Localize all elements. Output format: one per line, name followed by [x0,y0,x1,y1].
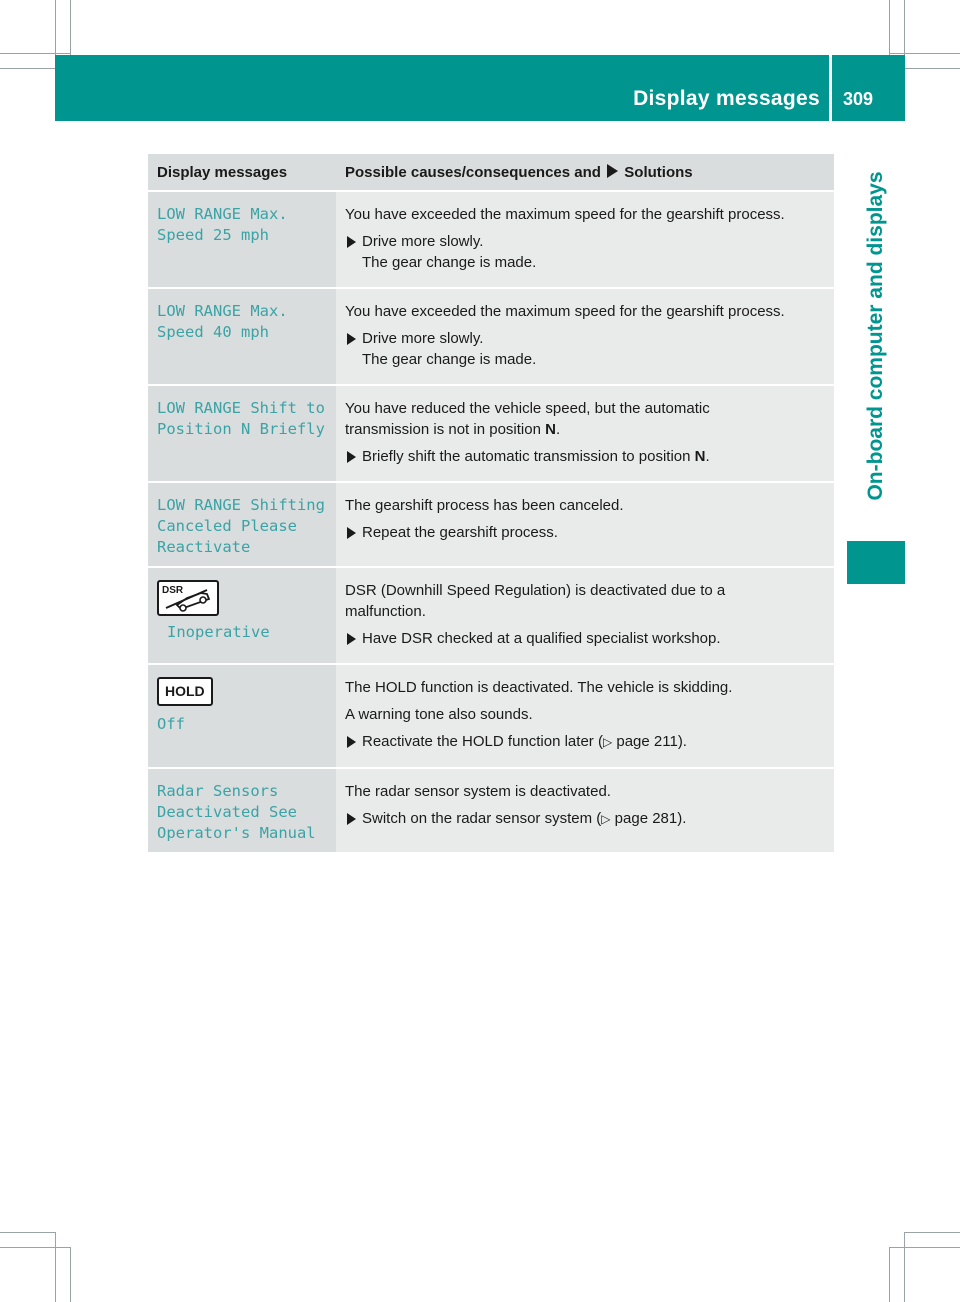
column-header-causes-text: Possible causes/consequences and [345,164,601,181]
cause-line: You have reduced the vehicle speed, but the automatic [345,400,710,417]
solution-cell [336,287,834,384]
column-header-display-messages: Display messages [148,154,336,190]
message-line: Operator's Manual [157,824,316,842]
crop-mark [889,1247,890,1302]
cause-text: A warning tone also sounds. [345,706,533,723]
message-line: Position N Briefly [157,420,325,438]
message-line: Inoperative [167,623,270,641]
table-row [148,767,834,852]
message-cell [148,190,336,287]
cause-line: DSR (Downhill Speed Regulation) is deactivated due to a [345,582,726,599]
page-reference-link[interactable]: page 281 [614,810,678,827]
step-text: Repeat the gearshift process. [362,524,558,541]
step-text: Have DSR checked at a qualified specialist workshop. [362,630,721,647]
cause-text: You have reduced the vehicle speed, but the automatic transmission is not in position N. [345,400,710,438]
table-row [148,566,834,663]
solution-arrow-icon [607,164,618,178]
dsr-icon-label: DSR [162,585,184,596]
display-messages-table [148,154,834,852]
crop-mark [0,1247,70,1248]
step-arrow-icon [347,236,356,248]
message-line: Off [157,715,185,733]
step-text: Reactivate the HOLD function later ( [362,733,603,750]
cause-text: You have exceeded the maximum speed for the gearshift process. [345,303,785,320]
message-line: Speed 25 mph [157,226,269,244]
crop-mark [890,53,960,54]
dsr-icon [157,580,219,616]
side-tab-marker [847,541,905,584]
step-result-text: The gear change is made. [362,254,537,271]
message-cell [148,384,336,481]
crop-mark [905,1232,960,1233]
cause-line: malfunction. [345,603,426,620]
message-cell [148,481,336,566]
position-label: N [545,421,556,438]
solution-step [345,231,826,273]
hold-icon: HOLD [157,677,213,706]
cause-text: The gearshift process has been canceled. [345,497,624,514]
step-arrow-icon [347,813,356,825]
cause-text [345,580,826,622]
solution-step [345,628,826,649]
cause-text: You have exceeded the maximum speed for the gearshift process. [345,206,785,223]
message-line: LOW RANGE Shift to [157,399,325,417]
solution-step [345,731,826,753]
message-cell [148,287,336,384]
crop-mark [0,1232,55,1233]
solution-cell [336,384,834,481]
solution-cell [336,663,834,767]
table-row [148,190,834,287]
table-header-row [148,154,834,190]
message-cell [148,663,336,767]
side-tab-label: On-board computer and displays [864,171,887,501]
solution-cell [336,767,834,852]
step-arrow-icon [347,451,356,463]
crop-mark [890,1247,960,1248]
step-arrow-icon [347,633,356,645]
header-divider [829,55,832,121]
page-number: 309 [843,89,874,109]
crop-mark [70,0,71,55]
step-text-end: ). [677,810,687,827]
column-header-solutions-text: Solutions [624,164,693,181]
cause-line: transmission is not in position [345,421,541,438]
table-row [148,287,834,384]
step-text: Drive more slowly. [362,233,484,250]
message-line: Deactivated See [157,803,297,821]
crop-mark [0,68,55,69]
message-cell [148,767,336,852]
solution-step [345,522,826,543]
position-label: N [694,448,706,465]
solution-step: Briefly shift the automatic transmission to position N. [345,446,826,467]
message-line: Canceled Please [157,517,297,535]
cause-text: The HOLD function is deactivated. The vehicle is skidding. [345,679,733,696]
crop-mark [904,1232,905,1302]
message-line: LOW RANGE Max. [157,205,288,223]
step-text: Drive more slowly. [362,330,484,347]
solution-cell [336,190,834,287]
step-text: Briefly shift the automatic transmission to position [362,448,691,465]
crop-mark [889,0,890,55]
table-row [148,663,834,767]
step-arrow-icon [347,527,356,539]
solution-step [345,808,826,830]
page-ref-arrow-icon: ▷ [602,735,613,749]
solution-cell [336,566,834,663]
message-line: Speed 40 mph [157,323,269,341]
crop-mark [0,53,70,54]
step-result-text: The gear change is made. [362,351,537,368]
step-arrow-icon [347,736,356,748]
message-line: LOW RANGE Max. [157,302,288,320]
step-text: Switch on the radar sensor system ( [362,810,602,827]
message-cell [148,566,336,663]
crop-mark [70,1247,71,1302]
crop-mark [55,1232,56,1302]
solution-step [345,328,826,370]
page-ref-arrow-icon: ▷ [601,812,611,826]
table-row [148,481,834,566]
column-header-causes-solutions [336,154,834,190]
message-line: Radar Sensors [157,782,279,800]
message-line: LOW RANGE Shifting [157,496,325,514]
crop-mark [905,68,960,69]
table-row [148,384,834,481]
step-arrow-icon [347,333,356,345]
page-reference-link[interactable]: page 211 [616,733,678,750]
step-text-end: ). [677,733,687,750]
cause-text: The radar sensor system is deactivated. [345,783,611,800]
page-title: Display messages [633,87,820,110]
message-line: Reactivate [157,538,251,556]
solution-cell [336,481,834,566]
